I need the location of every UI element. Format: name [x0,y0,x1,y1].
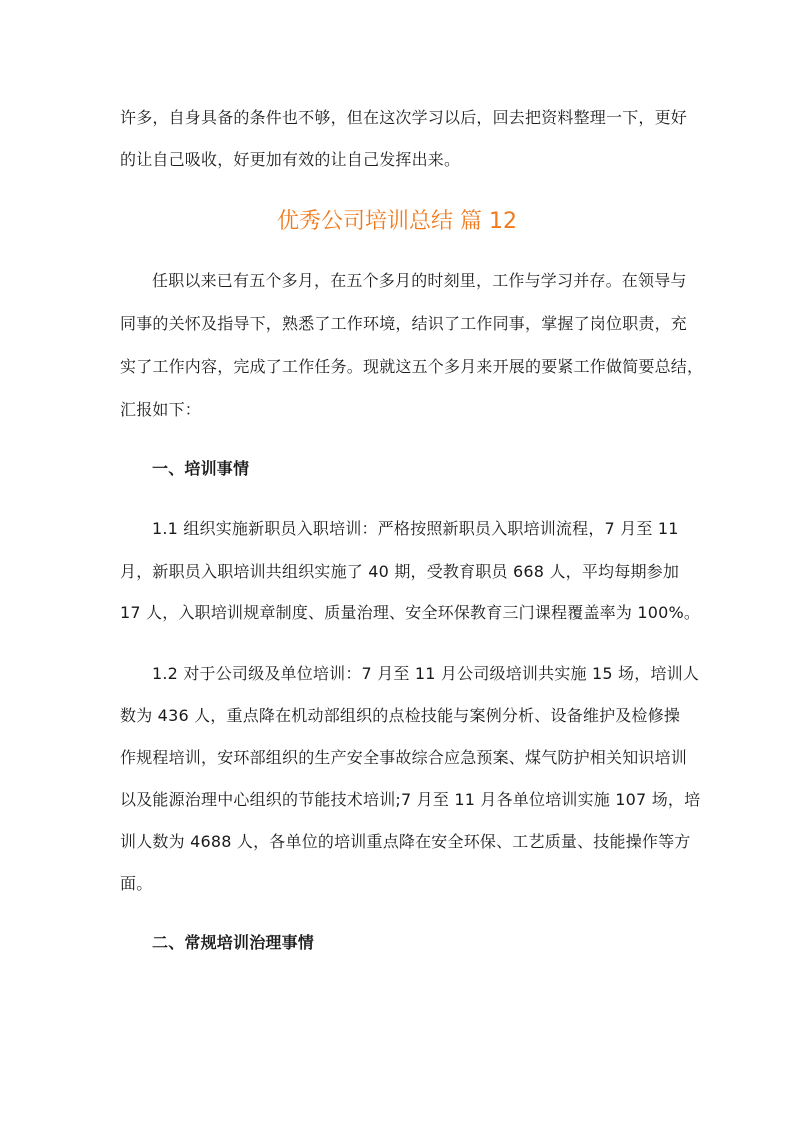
para3-line-6: 面。 [120,874,153,893]
section-title: 优秀公司培训总结 篇 12 [277,209,517,234]
para3-line-4: 以及能源治理中心组织的节能技术培训;7 月至 11 月各单位培训实施 107 场，培 [120,790,701,809]
para1-line-4: 汇报如下： [120,400,202,419]
para3-line-2: 数为 436 人，重点降在机动部组织的点检技能与案例分析、设备维护及检修操 [120,706,681,725]
heading-training: 一、培训事情 [152,459,250,478]
para3-line-5: 训人数为 4688 人，各单位的培训重点降在安全环保、工艺质量、技能操作等方 [120,832,691,851]
intro-line-1: 许多，自身具备的条件也不够，但在这次学习以后，回去把资料整理一下，更好 [120,108,688,127]
para2-line-2: 月，新职员入职培训共组织实施了 40 期，受教育职员 668 人，平均每期参加 [120,562,680,581]
para2-line-1: 1.1 组织实施新职员入职培训：严格按照新职员入职培训流程，7 月至 11 [152,519,679,538]
para1-line-2: 同事的关怀及指导下，熟悉了工作环境，结识了工作同事，掌握了岗位职责，充 [120,314,688,333]
heading-routine-training: 二、常规培训治理事情 [152,933,315,952]
para2-line-3: 17 人，入职培训规章制度、质量治理、安全环保教育三门课程覆盖率为 100%。 [120,603,701,622]
intro-line-2: 的让自己吸收，好更加有效的让自己发挥出来。 [120,150,461,169]
para3-line-3: 作规程培训，安环部组织的生产安全事故综合应急预案、煤气防护相关知识培训 [120,748,688,767]
para1-line-3: 实了工作内容，完成了工作任务。现就这五个多月来开展的要紧工作做简要总结， [120,357,704,376]
para1-line-1: 任职以来已有五个多月，在五个多月的时刻里，工作与学习并存。在领导与 [152,271,687,290]
para3-line-1: 1.2 对于公司级及单位培训：7 月至 11 月公司级培训共实施 15 场，培训人 [152,664,700,683]
